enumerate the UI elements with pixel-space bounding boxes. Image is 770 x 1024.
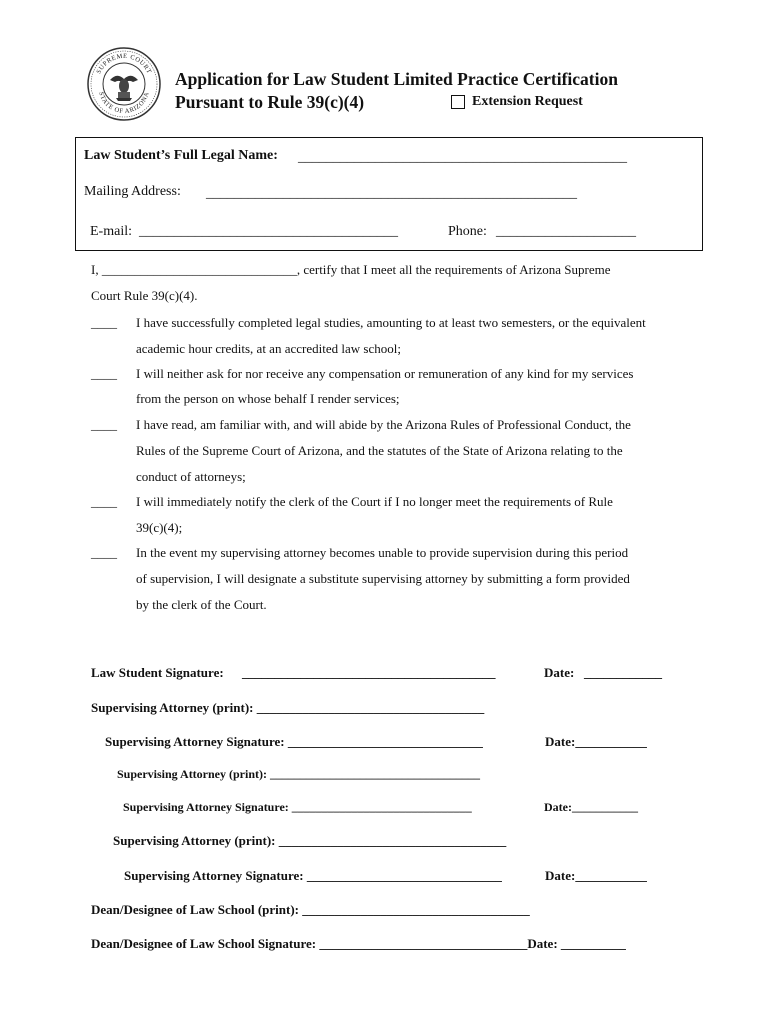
requirement-3-text-cont2: conduct of attorneys; [136, 469, 246, 484]
requirement-1-initial-blank[interactable]: ____ [91, 315, 117, 330]
mailing-address-label: Mailing Address: [84, 184, 181, 199]
email-field[interactable]: _____________________________________ [139, 224, 398, 239]
supervising-attorney-1-print-field[interactable]: Supervising Attorney (print): ___________________________________ [91, 700, 485, 715]
requirement-5-text-cont2: by the clerk of the Court. [136, 597, 267, 612]
requirement-4-text-cont: 39(c)(4); [136, 520, 183, 535]
requirement-1-text-cont: academic hour credits, at an accredited law school; [136, 341, 401, 356]
supervising-attorney-3-print-field[interactable]: Supervising Attorney (print): ___________________________________ [113, 833, 507, 848]
form-subtitle: Pursuant to Rule 39(c)(4) [175, 92, 365, 112]
full-legal-name-label: Law Student’s Full Legal Name: [84, 148, 278, 163]
dean-print-field[interactable]: Dean/Designee of Law School (print): ___________________________________ [91, 902, 530, 917]
requirement-2-text: I will neither ask for nor receive any compensation or remuneration of any kind for my services [136, 366, 634, 381]
supervising-attorney-2-date-field[interactable]: Date:___________ [544, 800, 638, 814]
svg-text:STATE OF ARIZONA: STATE OF ARIZONA [97, 91, 151, 116]
certify-statement: I, ______________________________, certify that I meet all the requirements of Arizona Supreme [91, 262, 611, 277]
requirement-4-text: I will immediately notify the clerk of the Court if I no longer meet the requirements of Rule [136, 494, 613, 509]
student-signature-field[interactable]: _______________________________________ [242, 665, 496, 680]
certify-statement-cont: Court Rule 39(c)(4). [91, 288, 198, 303]
supervising-attorney-2-print-field[interactable]: Supervising Attorney (print): ___________________________________ [117, 767, 480, 781]
requirement-5-text: In the event my supervising attorney becomes unable to provide supervision during this period [136, 545, 629, 560]
svg-text:SUPREME COURT: SUPREME COURT [95, 52, 153, 76]
requirement-5-text-cont: of supervision, I will designate a substitute supervising attorney by submitting a form provided [136, 571, 630, 586]
requirement-4-initial-blank[interactable]: ____ [91, 494, 117, 509]
extension-request-label: Extension Request [472, 94, 583, 109]
requirement-3-text-cont: Rules of the Supreme Court of Arizona, and the statutes of the State of Arizona relating to the [136, 443, 623, 458]
requirement-1-text: I have successfully completed legal studies, amounting to at least two semesters, or the equivalent [136, 315, 646, 330]
supervising-attorney-3-signature-field[interactable]: Supervising Attorney Signature: ______________________________ [124, 868, 502, 883]
student-date-label: Date: [544, 665, 575, 680]
supervising-attorney-2-signature-field[interactable]: Supervising Attorney Signature: ______________________________ [123, 800, 472, 814]
supervising-attorney-3-date-field[interactable]: Date:___________ [545, 868, 647, 883]
phone-label: Phone: [448, 224, 487, 239]
requirement-2-initial-blank[interactable]: ____ [91, 366, 117, 381]
form-title: Application for Law Student Limited Practice Certification [175, 69, 618, 89]
mailing-address-field[interactable]: _____________________________________________________ [206, 186, 577, 201]
requirement-3-text: I have read, am familiar with, and will abide by the Arizona Rules of Professional Conduct, the [136, 417, 631, 432]
supervising-attorney-1-date-field[interactable]: Date:___________ [545, 734, 647, 749]
arizona-supreme-court-seal [86, 46, 162, 122]
email-label: E-mail: [90, 224, 132, 239]
requirement-3-initial-blank[interactable]: ____ [91, 417, 117, 432]
full-legal-name-field[interactable]: _______________________________________________ [298, 150, 627, 165]
student-signature-label: Law Student Signature: [91, 665, 224, 680]
requirement-2-text-cont: from the person on whose behalf I render services; [136, 391, 400, 406]
supervising-attorney-1-signature-field[interactable]: Supervising Attorney Signature: ______________________________ [105, 734, 483, 749]
dean-signature-date-field[interactable]: Dean/Designee of Law School Signature: ________________________________Date: __________ [91, 936, 626, 951]
extension-request-checkbox[interactable] [451, 95, 465, 109]
student-date-field[interactable]: ____________ [584, 665, 662, 680]
requirement-5-initial-blank[interactable]: ____ [91, 545, 117, 560]
phone-field[interactable]: ____________________ [496, 224, 636, 239]
